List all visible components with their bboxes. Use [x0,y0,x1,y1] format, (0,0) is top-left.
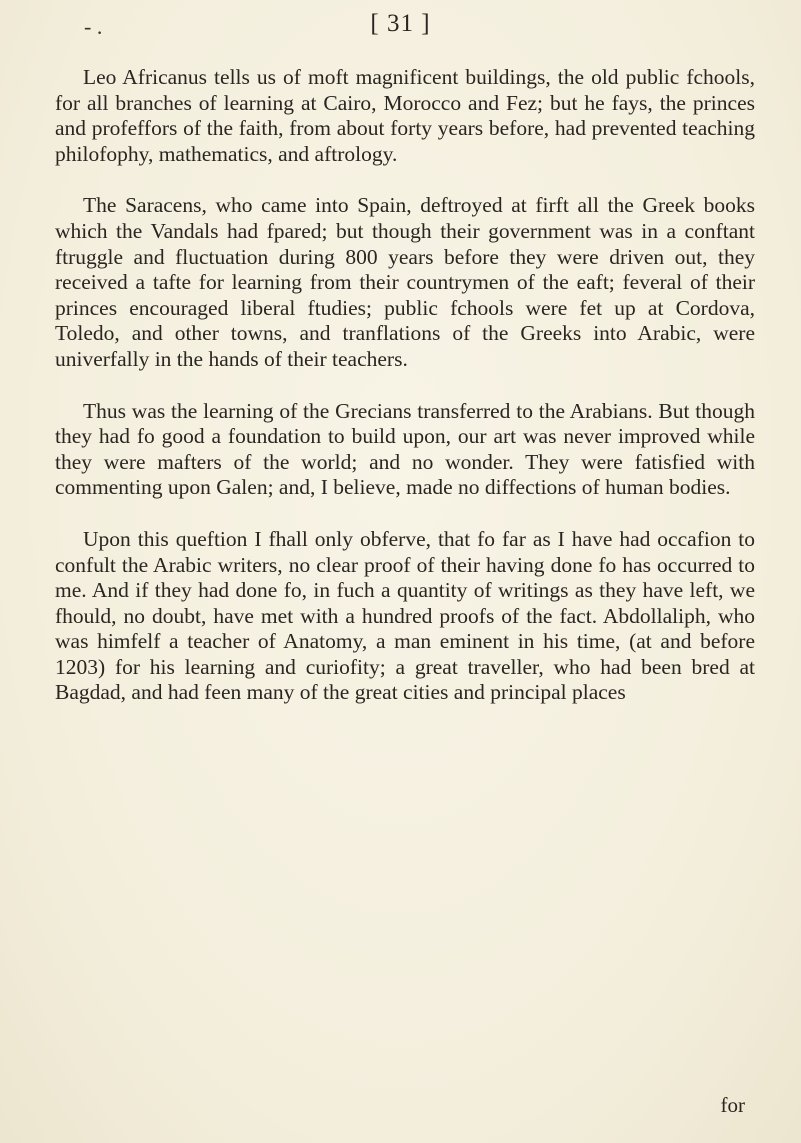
paragraph-arabians: Thus was the learning of the Grecians transferred to the Arabians. But though they had fo good a foundation to build upon, our art was never improved while they were mafters of the world; and no wonder. They were fatisfied with commenting upon Galen; and, I believe, made no diffections of human bodies. [55,398,755,500]
header-mark: - . [84,14,103,39]
paragraph-leo-africanus: Leo Africanus tells us of moft magnificent buildings, the old public fchools, for all branches of learning at Cairo, Morocco and Fez; but he fays, the princes and profeffors of the faith, from about forty years before, had prevented teaching philofophy, mathematics, and aftrology. [55,65,755,166]
catchword: for [720,1093,745,1117]
page-header [0,8,801,48]
paragraph-question: Upon this queftion I fhall only obferve, that fo far as I have had occafion to confult the Arabic writers, no clear proof of their having done fo has occurred to me. And if they had done fo, in fuch a quantity of writings as they have left, we fhould, no doubt, have met with a hundred proofs of the fact. Abdollaliph, who was himfelf a teacher of Anatomy, a man eminent in his time, (at and before 1203) for his learning and curiofity; a great traveller, who had been bred at Bagdad, and had feen many of the great cities and principal places [55,526,755,705]
body-text [55,65,755,732]
paragraph-saracens: The Saracens, who came into Spain, deftroyed at firft all the Greek books which the Vandals had fpared; but though their government was in a conftant ftruggle and fluctuation during 800 years before they were driven out, they received a tafte for learning from their countrymen of the eaft; feveral of their princes encouraged liberal ftudies; public fchools were fet up at Cordova, Toledo, and other towns, and tranflations of the Greeks into Arabic, were univerfally in the hands of their teachers. [55,193,755,371]
page-number: [ 31 ] [370,10,431,37]
